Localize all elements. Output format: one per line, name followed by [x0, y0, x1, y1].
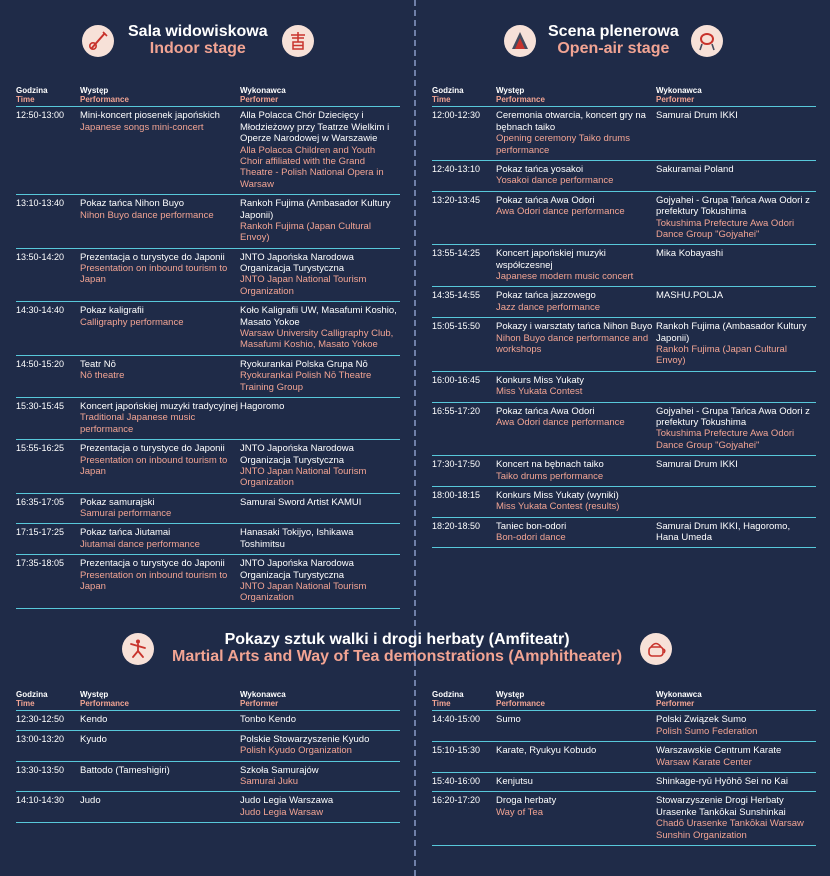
performance-cell-polish: Kyudo: [80, 733, 107, 745]
performer-cell-english: Polish Sumo Federation: [656, 725, 758, 737]
martial-right-header-row: [432, 690, 816, 711]
performer-cell-english: Rankoh Fujima (Japan Cultural Envoy): [240, 220, 371, 244]
performer-cell: [656, 245, 816, 287]
performance-header: Występ Performance: [80, 86, 240, 107]
openair-title-pl: Scena plenerowa: [548, 23, 679, 40]
performance-cell-polish: Prezentacja o turystyce do Japonii: [80, 251, 225, 263]
performance-cell-polish: Prezentacja o turystyce do Japonii: [80, 443, 225, 455]
openair-title-en: Open-air stage: [557, 39, 670, 57]
performance-cell: [80, 302, 240, 356]
time-cell: 13:50-14:20: [16, 248, 80, 302]
performer-cell: [656, 191, 816, 245]
performer-cell-polish: Koło Kaligrafii UW, Masafumi Koshio, Masato Yokoe: [240, 305, 397, 328]
performer-cell: [656, 486, 816, 517]
performance-cell-polish: Pokazy i warsztaty tańca Nihon Buyo: [496, 321, 653, 333]
time-cell: 15:30-15:45: [16, 397, 80, 439]
martial-schedule-table-right: [432, 690, 816, 846]
indoor-schedule-table: [16, 86, 400, 609]
performance-cell-polish: Koncert japońskiej muzyki współczesnej: [496, 248, 606, 271]
performance-cell-polish: Konkurs Miss Yukaty (wyniki): [496, 489, 619, 501]
performance-cell: [80, 730, 240, 761]
performer-cell: [656, 107, 816, 161]
performer-cell-polish: Alla Polacca Chór Dziecięcy i Młodzieżowy przy Teatrze Wielkim i Operze Narodowej w Warszawie: [240, 110, 390, 145]
performance-cell-polish: Battodo (Tameshigiri): [80, 764, 170, 776]
performance-cell-polish: Kenjutsu: [496, 775, 533, 787]
time-cell: 13:30-13:50: [16, 761, 80, 792]
time-cell: 13:55-14:25: [432, 245, 496, 287]
performer-cell: [656, 402, 816, 456]
taiko-drum-icon: [691, 25, 723, 57]
performance-cell: [80, 524, 240, 555]
performer-cell: [240, 493, 400, 524]
time-cell: 15:10-15:30: [432, 742, 496, 773]
shamisen-icon: [82, 25, 114, 57]
performance-cell-polish: Pokaz tańca Awa Odori: [496, 405, 595, 417]
time-cell: 14:40-15:00: [432, 711, 496, 742]
performance-cell-polish: Teatr Nō: [80, 358, 116, 370]
performance-cell: [80, 355, 240, 397]
performer-cell: [240, 107, 400, 195]
schedule-row: [432, 245, 816, 287]
schedule-row: [16, 493, 400, 524]
performer-cell-english: Rankoh Fujima (Japan Cultural Envoy): [656, 344, 787, 367]
time-cell: 16:35-17:05: [16, 493, 80, 524]
performance-cell-polish: Karate, Ryukyu Kobudo: [496, 745, 597, 757]
performer-cell: [240, 524, 400, 555]
performer-cell: [656, 318, 816, 372]
performance-cell-english: Presentation on inbound tourism to Japan: [80, 263, 228, 286]
performer-cell: [656, 517, 816, 548]
performer-header: Wykonawca Performer: [656, 690, 816, 711]
performer-cell: [656, 456, 816, 487]
performer-header: Wykonawca Performer: [656, 86, 816, 107]
performance-cell: [496, 245, 656, 287]
performer-cell: [656, 711, 816, 742]
teapot-icon: [640, 633, 672, 665]
performance-cell: [496, 772, 656, 791]
performance-cell-english: Awa Odori dance performance: [496, 206, 625, 218]
performance-header: Występ Performance: [80, 690, 240, 711]
time-header: Godzina Time: [16, 86, 80, 107]
performer-cell-english: JNTO Japan National Tourism Organization: [240, 581, 367, 604]
time-header: Godzina Time: [16, 690, 80, 711]
performer-cell-polish: Tonbo Kendo: [240, 714, 296, 726]
performance-cell-polish: Koncert japońskiej muzyki tradycyjnej: [80, 400, 238, 412]
time-cell: 15:05-15:50: [432, 318, 496, 372]
schedule-row: [16, 730, 400, 761]
schedule-row: [432, 318, 816, 372]
schedule-row: [16, 195, 400, 249]
performance-cell-english: Calligraphy performance: [80, 316, 184, 328]
performance-cell-polish: Konkurs Miss Yukaty: [496, 374, 585, 386]
performer-cell-polish: Samurai Sword Artist KAMUI: [240, 496, 362, 508]
performer-cell-polish: Szkoła Samurajów: [240, 764, 319, 776]
schedule-row: [16, 107, 400, 195]
performance-cell-english: Miss Yukata Contest: [496, 386, 583, 398]
schedule-row: [432, 456, 816, 487]
performance-cell: [80, 555, 240, 609]
performance-cell: [80, 107, 240, 195]
performance-cell-polish: Kendo: [80, 714, 108, 726]
performer-cell: [240, 440, 400, 494]
performer-cell-english: Chadō Urasenke Tankōkai Warsaw Sunshin Organization: [656, 818, 804, 841]
time-header: Godzina Time: [432, 86, 496, 107]
performer-cell: [240, 730, 400, 761]
performer-cell-polish: Hagoromo: [240, 400, 285, 412]
time-cell: 14:30-14:40: [16, 302, 80, 356]
performance-cell: [496, 318, 656, 372]
performance-cell-english: Nihon Buyo dance performance: [80, 209, 214, 221]
performance-cell-polish: Taniec bon-odori: [496, 520, 567, 532]
martial-artist-icon: [122, 633, 154, 665]
performance-cell: [496, 160, 656, 191]
performance-header: Występ Performance: [496, 86, 656, 107]
performer-cell-english: Ryokurankai Polish Nō Theatre Training Group: [240, 370, 372, 393]
schedule-row: [432, 711, 816, 742]
performer-cell: [240, 302, 400, 356]
performer-cell: [656, 371, 816, 402]
performer-cell-english: Samurai Juku: [240, 775, 299, 787]
performance-cell-english: Opening ceremony Taiko drums performance: [496, 133, 630, 156]
performance-cell: [496, 191, 656, 245]
performer-cell: [240, 792, 400, 823]
time-header: Godzina Time: [432, 690, 496, 711]
performer-cell-polish: Samurai Drum IKKI: [656, 110, 738, 122]
time-cell: 13:20-13:45: [432, 191, 496, 245]
performance-header: Występ Performance: [496, 690, 656, 711]
performance-cell-english: Nihon Buyo dance performance and workshops: [496, 332, 649, 356]
performance-cell-polish: Pokaz tańca Jiutamai: [80, 527, 171, 539]
performer-cell-polish: Polskie Stowarzyszenie Kyudo: [240, 733, 370, 745]
performer-cell-english: JNTO Japan National Tourism Organization: [240, 274, 367, 297]
schedule-row: [16, 524, 400, 555]
performer-cell-polish: Rankoh Fujima (Ambasador Kultury Japonii): [656, 321, 807, 344]
performer-cell-polish: JNTO Japońska Narodowa Organizacja Turystyczna: [240, 558, 354, 581]
time-cell: 18:20-18:50: [432, 517, 496, 548]
schedule-row: [432, 191, 816, 245]
performer-cell-polish: Sakuramai Poland: [656, 163, 734, 175]
performance-cell: [80, 195, 240, 249]
martial-left-header-row: [16, 690, 400, 711]
time-cell: 15:55-16:25: [16, 440, 80, 494]
schedule-row: [16, 711, 400, 730]
performer-cell-polish: MASHU.POLJA: [656, 290, 724, 302]
performance-cell: [80, 792, 240, 823]
performer-cell: [656, 792, 816, 846]
performer-cell-polish: Stowarzyszenie Drogi Herbaty Urasenke Tankōkai Sunshinkai: [656, 795, 786, 818]
schedule-row: [432, 107, 816, 161]
performer-header: Wykonawca Performer: [240, 690, 400, 711]
time-cell: 13:00-13:20: [16, 730, 80, 761]
time-cell: 17:15-17:25: [16, 524, 80, 555]
performance-cell: [80, 248, 240, 302]
time-cell: 16:20-17:20: [432, 792, 496, 846]
time-cell: 14:10-14:30: [16, 792, 80, 823]
performance-cell-english: Way of Tea: [496, 806, 543, 818]
martial-title-en: Martial Arts and Way of Tea demonstrations (Amphitheater): [172, 647, 623, 665]
performer-cell-polish: Hanasaki Tokijyo, Ishikawa Toshimitsu: [240, 527, 354, 550]
performer-cell-polish: Mika Kobayashi: [656, 248, 724, 260]
performance-cell-english: Samurai performance: [80, 508, 172, 520]
schedule-row: [432, 402, 816, 456]
performance-cell-polish: Pokaz tańca Awa Odori: [496, 194, 595, 206]
schedule-row: [16, 248, 400, 302]
openair-stage-header: [504, 24, 723, 58]
performance-cell: [80, 711, 240, 730]
schedule-row: [432, 160, 816, 191]
performer-cell-english: Alla Polacca Children and Youth Choir affiliated with the Grand Theatre - Polish National Opera in Warsaw: [240, 144, 384, 190]
performer-cell-polish: Rankoh Fujima (Ambasador Kultury Japonii): [240, 198, 391, 221]
performer-cell-english: Judo Legia Warsaw: [240, 806, 324, 818]
performance-cell-english: Awa Odori dance performance: [496, 416, 625, 428]
performance-cell-polish: Pokaz kaligrafii: [80, 305, 144, 317]
performance-cell-polish: Pokaz tańca jazzowego: [496, 290, 596, 302]
time-cell: 18:00-18:15: [432, 486, 496, 517]
performer-cell-polish: Polski Związek Sumo: [656, 714, 747, 726]
performance-cell-english: Traditional Japanese music performance: [80, 412, 196, 435]
performance-cell: [496, 742, 656, 773]
schedule-row: [432, 287, 816, 318]
indoor-title-pl: Sala widowiskowa: [128, 23, 268, 40]
performance-cell-polish: Pokaz samurajski: [80, 496, 155, 508]
martial-arts-header: [122, 632, 672, 666]
performance-cell-polish: Judo: [80, 795, 101, 807]
performer-cell-english: Warsaw University Calligraphy Club, Masafumi Koshio, Masato Yokoe: [240, 328, 394, 351]
performer-cell-english: JNTO Japan National Tourism Organization: [240, 465, 367, 489]
performance-cell-english: Jazz dance performance: [496, 301, 601, 313]
martial-title-pl: Pokazy sztuk walki i drogi herbaty (Amfiteatr): [224, 631, 570, 648]
performer-cell-polish: JNTO Japońska Narodowa Organizacja Turystyczna: [240, 251, 354, 275]
time-cell: 12:50-13:00: [16, 107, 80, 195]
performer-cell: [656, 742, 816, 773]
calligraphy-icon: [282, 25, 314, 57]
performance-cell-english: Miss Yukata Contest (results): [496, 501, 620, 513]
openair-schedule-table: [432, 86, 816, 548]
performance-cell-english: Bon-odori dance: [496, 532, 566, 544]
time-cell: 17:30-17:50: [432, 456, 496, 487]
performance-cell-english: Presentation on inbound tourism to Japan: [80, 569, 228, 593]
schedule-row: [16, 355, 400, 397]
performer-cell: [656, 160, 816, 191]
performance-cell: [496, 486, 656, 517]
indoor-stage-header: [82, 24, 314, 58]
performance-cell: [496, 402, 656, 456]
performer-cell: [240, 248, 400, 302]
indoor-title-en: Indoor stage: [149, 39, 246, 57]
performance-cell-english: Yosakoi dance performance: [496, 175, 614, 187]
time-cell: 15:40-16:00: [432, 772, 496, 791]
performance-cell-english: Japanese songs mini-concert: [80, 121, 204, 133]
performer-cell-polish: Shinkage-ryū Hyōhō Sei no Kai: [656, 775, 789, 787]
performance-cell: [496, 792, 656, 846]
indoor-header-row: [16, 86, 400, 107]
performer-cell-polish: Samurai Drum IKKI: [656, 459, 738, 471]
performance-cell-polish: Droga herbaty: [496, 795, 557, 807]
schedule-row: [432, 517, 816, 548]
schedule-row: [16, 397, 400, 439]
schedule-row: [432, 772, 816, 791]
performer-cell: [240, 555, 400, 609]
performance-cell: [496, 517, 656, 548]
center-divider: [414, 0, 416, 876]
performance-cell: [496, 456, 656, 487]
schedule-row: [432, 742, 816, 773]
performer-cell: [240, 711, 400, 730]
time-cell: 14:35-14:55: [432, 287, 496, 318]
performance-cell: [80, 440, 240, 494]
performer-cell-polish: JNTO Japońska Narodowa Organizacja Turystyczna: [240, 443, 354, 466]
performance-cell-english: Nō theatre: [80, 370, 125, 382]
performer-cell-polish: Gojyahei - Grupa Tańca Awa Odori z prefektury Tokushima: [656, 405, 810, 428]
performance-cell-polish: Pokaz tańca yosakoi: [496, 163, 584, 175]
openair-header-row: [432, 86, 816, 107]
lantern-icon: [504, 25, 536, 57]
performance-cell: [496, 107, 656, 161]
performance-cell: [80, 397, 240, 439]
performer-cell: [240, 195, 400, 249]
performance-cell-english: Presentation on inbound tourism to Japan: [80, 454, 228, 477]
performer-cell-english: Warsaw Karate Center: [656, 756, 752, 768]
time-cell: 13:10-13:40: [16, 195, 80, 249]
schedule-row: [16, 440, 400, 494]
performance-cell-polish: Prezentacja o turystyce do Japonii: [80, 558, 225, 570]
performance-cell-polish: Pokaz tańca Nihon Buyo: [80, 198, 185, 210]
time-cell: 12:40-13:10: [432, 160, 496, 191]
schedule-row: [16, 555, 400, 609]
performance-cell-polish: Mini-koncert piosenek japońskich: [80, 110, 220, 122]
performer-cell: [656, 287, 816, 318]
performer-cell: [240, 761, 400, 792]
performer-cell: [240, 355, 400, 397]
performance-cell-polish: Ceremonia otwarcia, koncert gry na bębnach taiko: [496, 110, 646, 133]
schedule-row: [432, 371, 816, 402]
performance-cell-english: Taiko drums performance: [496, 470, 604, 482]
performer-cell-english: Polish Kyudo Organization: [240, 745, 352, 757]
schedule-row: [432, 792, 816, 846]
performer-cell-english: Tokushima Prefecture Awa Odori Dance Group "Gojyahei": [656, 428, 795, 451]
performance-cell-english: Jiutamai dance performance: [80, 538, 200, 550]
time-cell: 16:00-16:45: [432, 371, 496, 402]
schedule-row: [432, 486, 816, 517]
performance-cell: [496, 711, 656, 742]
time-cell: 17:35-18:05: [16, 555, 80, 609]
time-cell: 12:00-12:30: [432, 107, 496, 161]
time-cell: 16:55-17:20: [432, 402, 496, 456]
performer-cell-polish: Samurai Drum IKKI, Hagoromo, Hana Umeda: [656, 520, 791, 544]
schedule-row: [16, 761, 400, 792]
performance-cell: [80, 761, 240, 792]
performance-cell: [496, 287, 656, 318]
martial-schedule-table-left: [16, 690, 400, 823]
performance-cell-polish: Sumo: [496, 714, 521, 726]
performance-cell: [496, 371, 656, 402]
time-cell: 12:30-12:50: [16, 711, 80, 730]
performer-header: Wykonawca Performer: [240, 86, 400, 107]
performer-cell-polish: Warszawskie Centrum Karate: [656, 745, 782, 757]
performance-cell-english: Japanese modern music concert: [496, 271, 634, 283]
time-cell: 14:50-15:20: [16, 355, 80, 397]
schedule-row: [16, 792, 400, 823]
performer-cell-polish: Judo Legia Warszawa: [240, 795, 334, 807]
schedule-row: [16, 302, 400, 356]
performance-cell-polish: Koncert na bębnach taiko: [496, 459, 604, 471]
performer-cell-english: Tokushima Prefecture Awa Odori Dance Group "Gojyahei": [656, 217, 795, 240]
performer-cell-polish: Gojyahei - Grupa Tańca Awa Odori z prefektury Tokushima: [656, 194, 810, 218]
performer-cell-polish: Ryokurankai Polska Grupa Nō: [240, 358, 368, 370]
performance-cell: [80, 493, 240, 524]
performer-cell: [656, 772, 816, 791]
performer-cell: [240, 397, 400, 439]
